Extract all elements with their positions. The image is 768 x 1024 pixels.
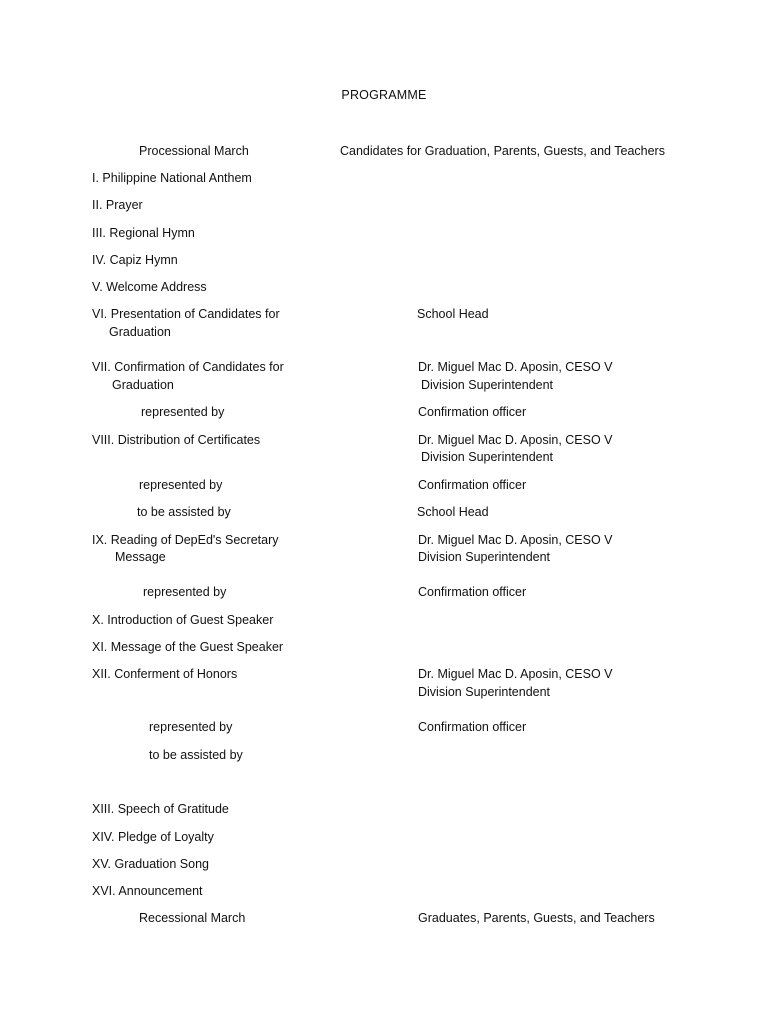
represented-by-label: represented by (149, 720, 233, 734)
confirmer-position: Division Superintendent (421, 378, 554, 392)
item-prayer: II. Prayer (92, 198, 143, 212)
item-speech-of-gratitude: XIII. Speech of Gratitude (92, 802, 229, 816)
conferrer-position: Division Superintendent (418, 685, 551, 699)
item-reading-of-secretary-message-cont: Message (115, 550, 166, 564)
assistant-school-head: School Head (417, 505, 489, 519)
item-processional-march: Processional March (139, 144, 249, 158)
confirmation-officer: Confirmation officer (418, 405, 527, 419)
item-capiz-hymn: IV. Capiz Hymn (92, 253, 178, 267)
represented-by-label: represented by (139, 478, 223, 492)
item-recessional-march-participants: Graduates, Parents, Guests, and Teachers (418, 911, 655, 925)
item-reading-of-secretary-message: IX. Reading of DepEd's Secretary (92, 533, 279, 547)
confirmer-name: Dr. Miguel Mac D. Aposin, CESO V (418, 360, 613, 374)
confirmation-officer: Confirmation officer (418, 720, 527, 734)
item-recessional-march: Recessional March (139, 911, 246, 925)
item-presentation-of-candidates-cont: Graduation (109, 325, 171, 339)
confirmation-officer: Confirmation officer (418, 478, 527, 492)
item-confirmation-of-candidates: VII. Confirmation of Candidates for (92, 360, 284, 374)
item-message-of-guest-speaker: XI. Message of the Guest Speaker (92, 640, 284, 654)
item-conferment-of-honors: XII. Conferment of Honors (92, 667, 238, 681)
distributor-name: Dr. Miguel Mac D. Aposin, CESO V (418, 433, 613, 447)
presenter-school-head: School Head (417, 307, 489, 321)
item-confirmation-of-candidates-cont: Graduation (112, 378, 174, 392)
conferrer-name: Dr. Miguel Mac D. Aposin, CESO V (418, 667, 613, 681)
represented-by-label: represented by (143, 585, 227, 599)
item-announcement: XVI. Announcement (92, 884, 203, 898)
confirmation-officer: Confirmation officer (418, 585, 527, 599)
item-regional-hymn: III. Regional Hymn (92, 226, 195, 240)
document-title: PROGRAMME (341, 88, 427, 102)
assisted-by-label: to be assisted by (137, 505, 231, 519)
item-graduation-song: XV. Graduation Song (92, 857, 209, 871)
reader-position: Division Superintendent (418, 550, 551, 564)
item-introduction-of-guest-speaker: X. Introduction of Guest Speaker (92, 613, 274, 627)
distributor-position: Division Superintendent (421, 450, 554, 464)
item-distribution-of-certificates: VIII. Distribution of Certificates (92, 433, 261, 447)
item-presentation-of-candidates: VI. Presentation of Candidates for (92, 307, 280, 321)
reader-name: Dr. Miguel Mac D. Aposin, CESO V (418, 533, 613, 547)
item-national-anthem: I. Philippine National Anthem (92, 171, 252, 185)
assisted-by-label: to be assisted by (149, 748, 243, 762)
item-processional-march-participants: Candidates for Graduation, Parents, Guests, and Teachers (340, 144, 665, 158)
item-pledge-of-loyalty: XIV. Pledge of Loyalty (92, 830, 214, 844)
item-welcome-address: V. Welcome Address (92, 280, 207, 294)
represented-by-label: represented by (141, 405, 225, 419)
